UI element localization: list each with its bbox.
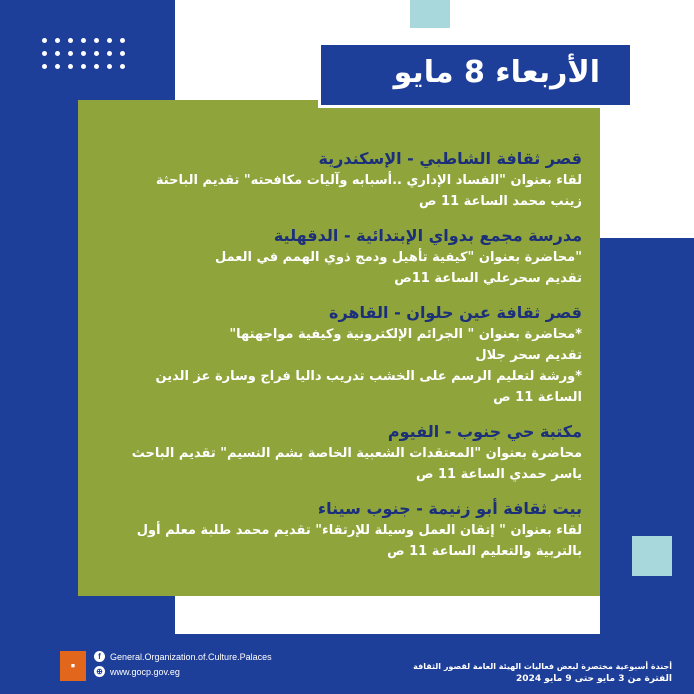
event-line: لقاء بعنوان "الفساد الإداري ..أسبابه وآليات مكافحته" تقديم الباحثة xyxy=(155,173,582,188)
event-venue: قصر ثقافة عين حلوان - القاهرة xyxy=(329,303,582,322)
teal-square-top xyxy=(410,0,450,28)
event-line: لقاء بعنوان " إتقان العمل وسيلة للإرتقاء" تقديم محمد طلبة معلم أول xyxy=(136,523,582,538)
event-line: "محاضرة بعنوان "كيفية تأهيل ودمج ذوي الهمم في العمل xyxy=(214,250,582,265)
event-line: زينب محمد الساعة 11 ص xyxy=(419,194,582,209)
event-line: تقديم سحر جلال xyxy=(475,348,582,363)
event-line: *محاضرة بعنوان " الجرائم الإلكترونية وكيفية مواجهتها" xyxy=(229,327,582,342)
event-venue: مدرسة مجمع بدواي الإبتدائية - الدقهلية xyxy=(273,226,582,245)
blue-block-right xyxy=(600,238,694,694)
website-link[interactable] xyxy=(94,664,272,679)
teal-square-bottom xyxy=(632,536,672,576)
event-venue: بيت ثقافة أبو زنيمة - جنوب سيناء xyxy=(317,499,582,518)
event-line: الساعة 11 ص xyxy=(493,390,582,405)
event-venue: مكتبة حي جنوب - الفيوم xyxy=(387,422,582,441)
event-venue: قصر ثقافة الشاطبي - الإسكندرية xyxy=(318,149,582,168)
footer-caption xyxy=(372,662,672,684)
dot-pattern xyxy=(42,38,132,78)
event-line: محاضرة بعنوان "المعتقدات الشعبية الخاصة بشم النسيم" تقديم الباحث xyxy=(131,446,582,461)
event-item xyxy=(150,302,582,408)
event-line: ياسر حمدي الساعة 11 ص xyxy=(415,467,582,482)
footer-period: الفترة من 3 مايو حتى 9 مايو 2024 xyxy=(516,674,672,684)
event-item xyxy=(136,498,582,562)
title-banner xyxy=(318,42,630,108)
event-line: بالتربية والتعليم الساعة 11 ص xyxy=(387,544,582,559)
page-title: الأربعاء 8 مايو xyxy=(393,55,600,90)
event-line: *ورشة لتعليم الرسم على الخشب تدريب داليا فراج وسارة عز الدين xyxy=(155,369,582,384)
event-line: تقديم سحرعلي الساعة 11ص xyxy=(394,271,582,286)
event-item xyxy=(150,148,582,212)
event-item xyxy=(150,225,582,289)
facebook-text: General.Organization.of.Culture.Palaces xyxy=(110,651,272,662)
facebook-icon: f xyxy=(94,651,105,662)
events-list xyxy=(131,148,582,575)
website-text: www.gocp.gov.eg xyxy=(110,666,180,677)
footer-agenda: أجندة أسبوعية مختصرة لبعض فعاليات الهيئة العامة لقصور الثقافة xyxy=(413,662,672,671)
event-item xyxy=(131,421,582,485)
social-links xyxy=(94,649,272,679)
globe-icon: ⊕ xyxy=(94,666,105,677)
facebook-link[interactable] xyxy=(94,649,272,664)
logo-mark: ◼ xyxy=(60,651,86,681)
